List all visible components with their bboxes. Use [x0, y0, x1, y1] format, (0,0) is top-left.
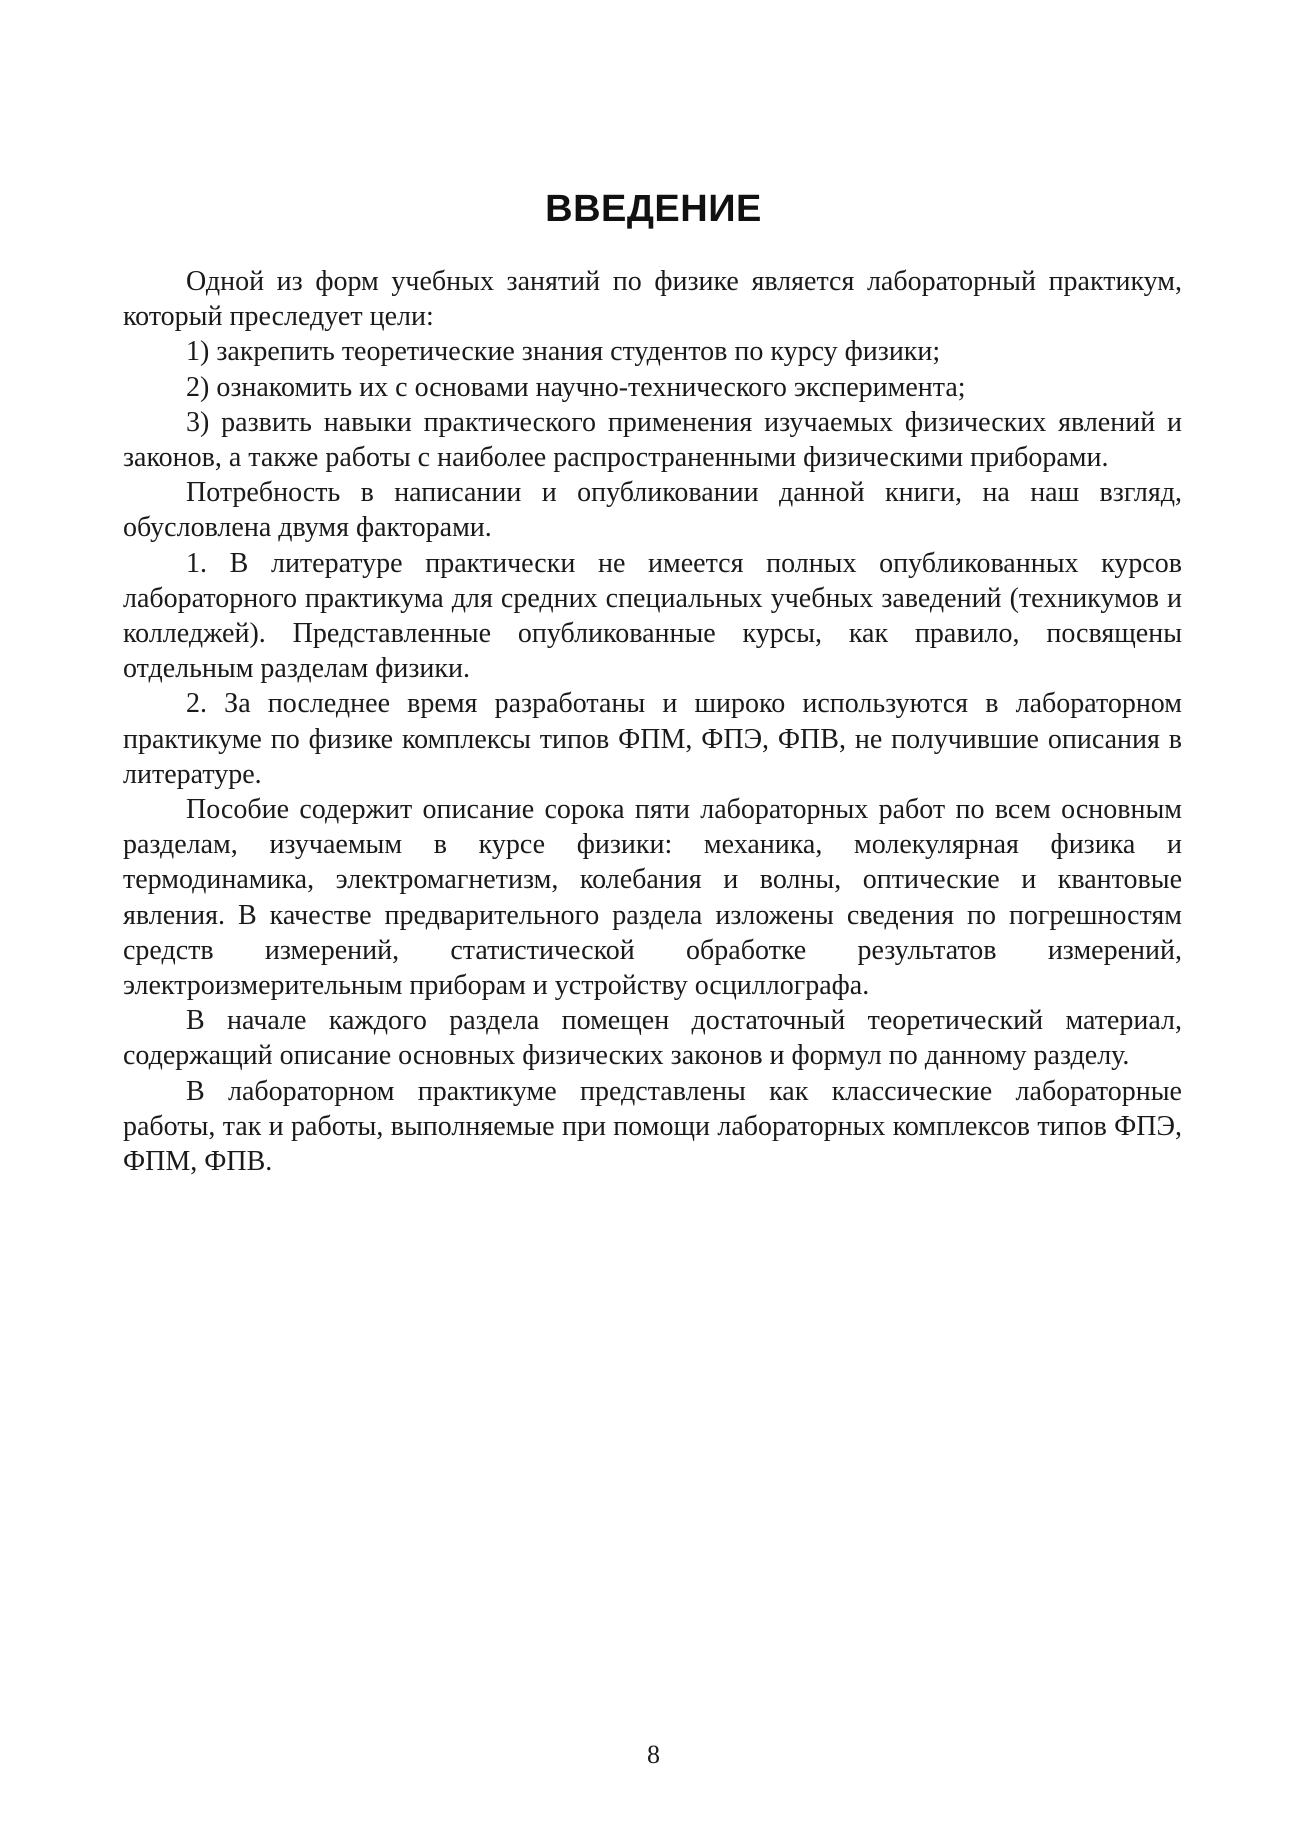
page-number: 8 [647, 1740, 660, 1769]
body-text [123, 264, 1182, 1179]
paragraph: 1. В литературе практически не имеется полных опубликованных курсов лабораторного практикума для средних специальных учебных заведений (техникумов и колледжей). Представленные опубликованные курсы, как правило, посвящены отдельным разделам физики. [123, 547, 1182, 685]
paragraph: 1) закрепить теоретические знания студентов по курсу физики; [186, 336, 941, 368]
paragraph: В лабораторном практикуме представлены как классические лабораторные работы, так и работы, выполняемые при помощи лабораторных комплексов типов ФПЭ, ФПМ, ФПВ. [123, 1075, 1182, 1178]
page-title: ВВЕДЕНИЕ [545, 188, 762, 230]
paragraph: Пособие содержит описание сорока пяти лабораторных работ по всем основным разделам, изучаемым в курсе физики: механика, молекулярная физика и термодинамика, электромагнетизм, колебания и волны, оптические и квантовые явления. В качестве предварительного раздела изложены сведения по погрешностям средств измерений, статистической обработке результатов измерений, электроизмерительным приборам и устройству осциллографа. [123, 794, 1182, 1002]
paragraph: 2. За последнее время разработаны и широко используются в лабораторном практикуме по физике комплексы типов ФПМ, ФПЭ, ФПВ, не получившие описания в литературе. [123, 688, 1182, 790]
paragraph: 3) развить навыки практического применения изучаемых физических явлений и законов, а также работы с наиболее распространенными физическими приборами. [123, 406, 1182, 474]
paragraph: Одной из форм учебных занятий по физике является лабораторный практикум, который преследует цели: [123, 266, 1182, 333]
paragraph: 2) ознакомить их с основами научно-технического эксперимента; [186, 371, 966, 403]
paragraph: Потребность в написании и опубликовании данной книги, на наш взгляд, обусловлена двумя факторами. [123, 477, 1182, 544]
paragraph: В начале каждого раздела помещен достаточный теоретический материал, содержащий описание основных физических законов и формул по данному разделу. [123, 1005, 1182, 1072]
